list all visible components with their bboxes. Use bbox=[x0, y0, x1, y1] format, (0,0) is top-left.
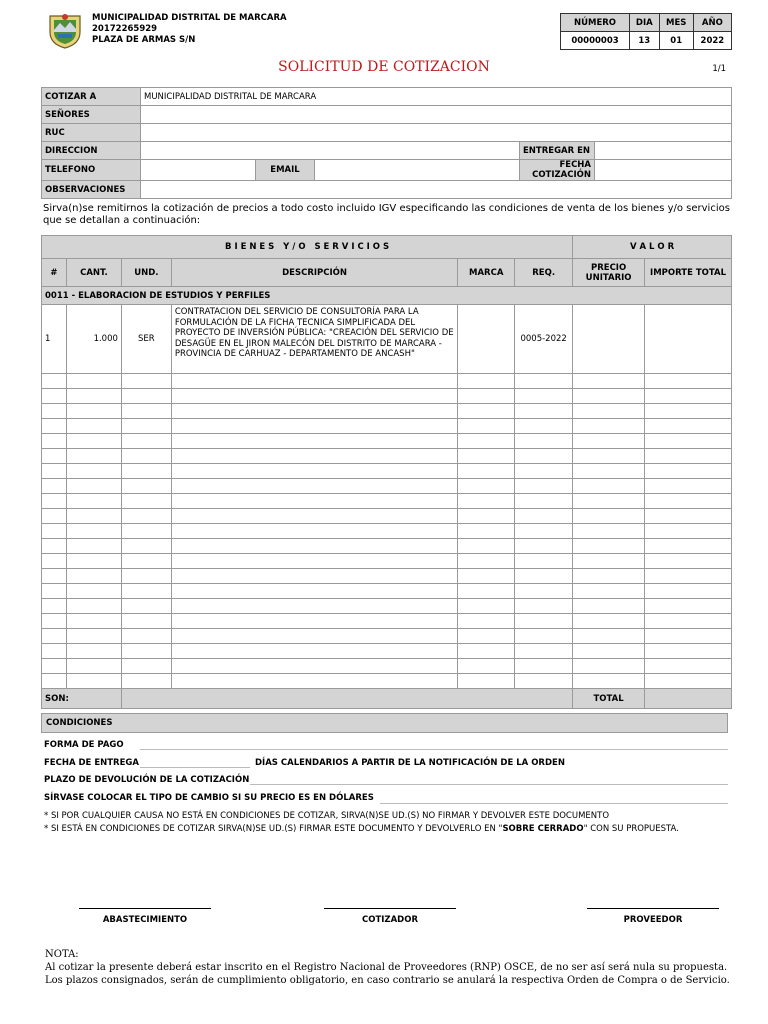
empty-cell[interactable] bbox=[573, 629, 645, 644]
son-label: SON: bbox=[42, 689, 122, 709]
empty-cell[interactable] bbox=[573, 554, 645, 569]
empty-cell[interactable] bbox=[645, 674, 732, 689]
empty-cell[interactable] bbox=[573, 584, 645, 599]
empty-cell[interactable] bbox=[121, 524, 171, 539]
empty-cell[interactable] bbox=[573, 419, 645, 434]
fecha-entrega-label: FECHA DE ENTREGA bbox=[44, 758, 139, 768]
observaciones-field[interactable] bbox=[141, 181, 732, 199]
empty-cell[interactable] bbox=[645, 509, 732, 524]
empty-cell[interactable] bbox=[42, 419, 67, 434]
cotizar-a-value: MUNICIPALIDAD DISTRITAL DE MARCARA bbox=[141, 88, 732, 106]
empty-cell[interactable] bbox=[66, 419, 121, 434]
empty-cell[interactable] bbox=[66, 599, 121, 614]
empty-cell[interactable] bbox=[645, 494, 732, 509]
empty-cell[interactable] bbox=[645, 659, 732, 674]
empty-table-row bbox=[42, 464, 732, 479]
empty-cell[interactable] bbox=[66, 434, 121, 449]
group-bienes-header: B I E N E S Y / O S E R V I C I O S bbox=[42, 236, 573, 259]
empty-cell[interactable] bbox=[458, 449, 515, 464]
empty-cell[interactable] bbox=[458, 584, 515, 599]
empty-cell[interactable] bbox=[42, 404, 67, 419]
empty-cell[interactable] bbox=[42, 554, 67, 569]
empty-cell[interactable] bbox=[573, 614, 645, 629]
empty-cell[interactable] bbox=[458, 554, 515, 569]
doc-month-header: MES bbox=[659, 14, 693, 32]
plazo-devolucion-line[interactable] bbox=[250, 784, 728, 785]
telefono-field[interactable] bbox=[141, 160, 256, 181]
item-cant: 1.000 bbox=[66, 305, 121, 374]
direccion-field[interactable] bbox=[141, 142, 520, 160]
empty-cell[interactable] bbox=[42, 374, 67, 389]
empty-cell[interactable] bbox=[42, 569, 67, 584]
empty-cell[interactable] bbox=[42, 584, 67, 599]
empty-cell[interactable] bbox=[66, 674, 121, 689]
nota-line-1: Al cotizar la presente deberá estar inscrito en el Registro Nacional de Proveedores (RNP) OSCE, de no ser así será nula su propuesta. bbox=[45, 962, 728, 973]
empty-table-row bbox=[42, 404, 732, 419]
empty-cell[interactable] bbox=[66, 509, 121, 524]
page-title: SOLICITUD DE COTIZACION bbox=[278, 59, 490, 75]
doc-month-value: 01 bbox=[659, 32, 693, 50]
empty-cell[interactable] bbox=[42, 674, 67, 689]
empty-cell[interactable] bbox=[645, 584, 732, 599]
group-valor-header: V A L O R bbox=[573, 236, 732, 259]
empty-cell[interactable] bbox=[66, 659, 121, 674]
ruc-label: RUC bbox=[42, 124, 141, 142]
empty-table-row bbox=[42, 629, 732, 644]
empty-cell[interactable] bbox=[171, 674, 457, 689]
empty-cell[interactable] bbox=[171, 629, 457, 644]
empty-cell[interactable] bbox=[573, 659, 645, 674]
cotizar-a-label: COTIZAR A bbox=[42, 88, 141, 106]
empty-cell[interactable] bbox=[66, 404, 121, 419]
condition-note-1: * SI POR CUALQUIER CAUSA NO ESTÁ EN CONDICIONES DE COTIZAR, SIRVA(N)SE UD.(S) NO FIRMAR Y DEVOLVER ESTE DOCUMENTO bbox=[44, 811, 610, 821]
empty-cell[interactable] bbox=[42, 434, 67, 449]
empty-cell[interactable] bbox=[573, 494, 645, 509]
col-und-header: UND. bbox=[121, 259, 171, 287]
empty-cell[interactable] bbox=[573, 374, 645, 389]
empty-cell[interactable] bbox=[171, 659, 457, 674]
empty-cell[interactable] bbox=[573, 539, 645, 554]
empty-cell[interactable] bbox=[42, 629, 67, 644]
empty-cell[interactable] bbox=[515, 614, 573, 629]
col-cant-header: CANT. bbox=[66, 259, 121, 287]
empty-cell[interactable] bbox=[573, 524, 645, 539]
empty-cell[interactable] bbox=[515, 659, 573, 674]
empty-table-row bbox=[42, 374, 732, 389]
empty-cell[interactable] bbox=[171, 644, 457, 659]
empty-cell[interactable] bbox=[458, 599, 515, 614]
empty-cell[interactable] bbox=[66, 479, 121, 494]
empty-cell[interactable] bbox=[515, 509, 573, 524]
empty-cell[interactable] bbox=[458, 434, 515, 449]
empty-table-row bbox=[42, 389, 732, 404]
empty-cell[interactable] bbox=[645, 539, 732, 554]
empty-cell[interactable] bbox=[645, 569, 732, 584]
tipo-cambio-label: SÍRVASE COLOCAR EL TIPO DE CAMBIO SI SU PRECIO ES EN DÓLARES bbox=[44, 793, 374, 803]
empty-cell[interactable] bbox=[645, 479, 732, 494]
col-req-header: REQ. bbox=[515, 259, 573, 287]
empty-cell[interactable] bbox=[171, 584, 457, 599]
signature-proveedor bbox=[587, 908, 719, 925]
fecha-entrega-line[interactable] bbox=[140, 767, 250, 768]
empty-table-row bbox=[42, 599, 732, 614]
doc-number-value: 00000003 bbox=[561, 32, 630, 50]
empty-cell[interactable] bbox=[515, 554, 573, 569]
empty-cell[interactable] bbox=[458, 374, 515, 389]
empty-cell[interactable] bbox=[171, 374, 457, 389]
empty-cell[interactable] bbox=[573, 479, 645, 494]
empty-cell[interactable] bbox=[515, 674, 573, 689]
empty-cell[interactable] bbox=[458, 404, 515, 419]
empty-cell[interactable] bbox=[458, 419, 515, 434]
intro-text: Sirva(n)se remitirnos la cotización de precios a todo costo incluido IGV especificando las condiciones de venta de los bienes y/o servicios que se detallan a continuación: bbox=[43, 203, 730, 226]
note2-prefix: * SI ESTÁ EN CONDICIONES DE COTIZAR SIRVA(N)SE UD.(S) FIRMAR ESTE DOCUMENTO Y DEVOLVERLO EN " bbox=[44, 824, 503, 834]
empty-cell[interactable] bbox=[515, 419, 573, 434]
doc-info-table bbox=[560, 13, 732, 50]
items-table bbox=[41, 235, 732, 709]
empty-table-row bbox=[42, 524, 732, 539]
empty-cell[interactable] bbox=[515, 599, 573, 614]
empty-cell[interactable] bbox=[515, 539, 573, 554]
empty-cell[interactable] bbox=[171, 524, 457, 539]
empty-cell[interactable] bbox=[573, 389, 645, 404]
empty-cell[interactable] bbox=[573, 674, 645, 689]
signature-label: COTIZADOR bbox=[362, 915, 418, 925]
empty-cell[interactable] bbox=[121, 599, 171, 614]
empty-cell[interactable] bbox=[171, 389, 457, 404]
doc-year-header: AÑO bbox=[693, 14, 731, 32]
empty-cell[interactable] bbox=[171, 464, 457, 479]
empty-table-row bbox=[42, 659, 732, 674]
son-value bbox=[121, 689, 572, 709]
empty-cell[interactable] bbox=[645, 629, 732, 644]
empty-table-row bbox=[42, 449, 732, 464]
empty-cell[interactable] bbox=[121, 539, 171, 554]
empty-cell[interactable] bbox=[171, 539, 457, 554]
empty-cell[interactable] bbox=[515, 464, 573, 479]
tipo-cambio-line[interactable] bbox=[380, 803, 728, 804]
empty-cell[interactable] bbox=[42, 539, 67, 554]
empty-table-row bbox=[42, 584, 732, 599]
empty-cell[interactable] bbox=[645, 389, 732, 404]
ruc-field[interactable] bbox=[141, 124, 732, 142]
doc-day-value: 13 bbox=[630, 32, 660, 50]
empty-cell[interactable] bbox=[645, 404, 732, 419]
empty-cell[interactable] bbox=[42, 599, 67, 614]
condition-note-2 bbox=[44, 824, 679, 834]
empty-cell[interactable] bbox=[515, 569, 573, 584]
empty-table-row bbox=[42, 434, 732, 449]
page-number: 1/1 bbox=[712, 64, 726, 74]
item-desc: CONTRATACION DEL SERVICIO DE CONSULTORÍA PARA LA FORMULACIÓN DE LA FICHA TECNICA SIMPLIFICADA DEL PROYECTO DE INVERSIÓN PÚBLICA: "CREACIÓN DEL SERVICIO DE DESAGÜE EN EL JIRON MALECÓN DEL DISTRITO DE MARCARA - PROVINCIA DE CARHUAZ - DEPARTAMENTO DE ANCASH" bbox=[171, 305, 457, 374]
empty-cell[interactable] bbox=[458, 464, 515, 479]
forma-pago-line[interactable] bbox=[140, 749, 728, 750]
empty-cell[interactable] bbox=[515, 434, 573, 449]
empty-table-row bbox=[42, 644, 732, 659]
conditions-header: CONDICIONES bbox=[41, 713, 728, 733]
col-num-header: # bbox=[42, 259, 67, 287]
empty-cell[interactable] bbox=[66, 374, 121, 389]
empty-cell[interactable] bbox=[66, 569, 121, 584]
empty-cell[interactable] bbox=[42, 494, 67, 509]
empty-cell[interactable] bbox=[42, 644, 67, 659]
empty-cell[interactable] bbox=[458, 494, 515, 509]
fecha-cotizacion-label: FECHA COTIZACIÓN bbox=[520, 160, 595, 181]
entity-ruc: 20172265929 bbox=[92, 24, 158, 34]
empty-cell[interactable] bbox=[645, 644, 732, 659]
empty-cell[interactable] bbox=[458, 389, 515, 404]
doc-number-header: NÚMERO bbox=[561, 14, 630, 32]
signature-cotizador bbox=[324, 908, 456, 925]
empty-table-row bbox=[42, 674, 732, 689]
empty-cell[interactable] bbox=[573, 434, 645, 449]
empty-cell[interactable] bbox=[42, 509, 67, 524]
item-precio[interactable] bbox=[573, 305, 645, 374]
empty-cell[interactable] bbox=[171, 554, 457, 569]
empty-cell[interactable] bbox=[515, 374, 573, 389]
empty-cell[interactable] bbox=[42, 464, 67, 479]
nota-block bbox=[45, 948, 745, 987]
item-marca bbox=[458, 305, 515, 374]
plazo-devolucion-label: PLAZO DE DEVOLUCIÓN DE LA COTIZACIÓN bbox=[44, 775, 250, 785]
empty-cell[interactable] bbox=[171, 614, 457, 629]
empty-table-row bbox=[42, 569, 732, 584]
dias-calendarios-label: DÍAS CALENDARIOS A PARTIR DE LA NOTIFICACIÓN DE LA ORDEN bbox=[255, 758, 565, 768]
empty-cell[interactable] bbox=[121, 389, 171, 404]
empty-cell[interactable] bbox=[515, 494, 573, 509]
empty-cell[interactable] bbox=[66, 389, 121, 404]
entregar-en-label: ENTREGAR EN bbox=[520, 142, 595, 160]
email-label: EMAIL bbox=[256, 160, 315, 181]
empty-cell[interactable] bbox=[42, 614, 67, 629]
empty-cell[interactable] bbox=[42, 659, 67, 674]
signature-abastecimiento bbox=[79, 908, 211, 925]
empty-cell[interactable] bbox=[515, 524, 573, 539]
empty-cell[interactable] bbox=[66, 449, 121, 464]
empty-cell[interactable] bbox=[66, 464, 121, 479]
empty-cell[interactable] bbox=[121, 434, 171, 449]
empty-cell[interactable] bbox=[515, 404, 573, 419]
empty-cell[interactable] bbox=[645, 614, 732, 629]
empty-cell[interactable] bbox=[42, 389, 67, 404]
empty-table-row bbox=[42, 554, 732, 569]
doc-year-value: 2022 bbox=[693, 32, 731, 50]
observaciones-label: OBSERVACIONES bbox=[42, 181, 141, 199]
empty-cell[interactable] bbox=[458, 509, 515, 524]
senores-field[interactable] bbox=[141, 106, 732, 124]
table-row bbox=[42, 305, 732, 374]
empty-cell[interactable] bbox=[121, 509, 171, 524]
signature-label: PROVEEDOR bbox=[623, 915, 683, 925]
empty-table-row bbox=[42, 479, 732, 494]
empty-cell[interactable] bbox=[121, 374, 171, 389]
item-importe[interactable] bbox=[645, 305, 732, 374]
email-field[interactable] bbox=[315, 160, 520, 181]
empty-cell[interactable] bbox=[573, 509, 645, 524]
empty-cell[interactable] bbox=[515, 449, 573, 464]
empty-cell[interactable] bbox=[515, 644, 573, 659]
empty-cell[interactable] bbox=[458, 629, 515, 644]
empty-cell[interactable] bbox=[42, 524, 67, 539]
empty-cell[interactable] bbox=[458, 479, 515, 494]
empty-cell[interactable] bbox=[42, 449, 67, 464]
empty-cell[interactable] bbox=[171, 494, 457, 509]
entity-name: MUNICIPALIDAD DISTRITAL DE MARCARA bbox=[92, 13, 287, 23]
empty-cell[interactable] bbox=[458, 524, 515, 539]
empty-cell[interactable] bbox=[645, 449, 732, 464]
empty-cell[interactable] bbox=[458, 539, 515, 554]
telefono-label: TELEFONO bbox=[42, 160, 141, 181]
empty-cell[interactable] bbox=[645, 374, 732, 389]
entregar-en-field[interactable] bbox=[595, 142, 732, 160]
empty-cell[interactable] bbox=[121, 659, 171, 674]
empty-cell[interactable] bbox=[121, 554, 171, 569]
empty-table-row bbox=[42, 614, 732, 629]
empty-cell[interactable] bbox=[66, 494, 121, 509]
empty-cell[interactable] bbox=[121, 479, 171, 494]
empty-cell[interactable] bbox=[573, 404, 645, 419]
empty-table-row bbox=[42, 509, 732, 524]
empty-cell[interactable] bbox=[573, 449, 645, 464]
empty-cell[interactable] bbox=[121, 629, 171, 644]
empty-cell[interactable] bbox=[573, 569, 645, 584]
item-num: 1 bbox=[42, 305, 67, 374]
empty-cell[interactable] bbox=[458, 644, 515, 659]
nota-line-2: Los plazos consignados, serán de cumplimiento obligatorio, en caso contrario se anulará la respectiva Orden de Compra o de Servicio. bbox=[45, 975, 730, 986]
section-title: 0011 - ELABORACION DE ESTUDIOS Y PERFILES bbox=[42, 287, 732, 305]
empty-cell[interactable] bbox=[458, 659, 515, 674]
empty-cell[interactable] bbox=[121, 644, 171, 659]
empty-cell[interactable] bbox=[66, 614, 121, 629]
empty-cell[interactable] bbox=[573, 599, 645, 614]
empty-cell[interactable] bbox=[171, 419, 457, 434]
item-und: SER bbox=[121, 305, 171, 374]
col-desc-header: DESCRIPCIÓN bbox=[171, 259, 457, 287]
empty-cell[interactable] bbox=[121, 674, 171, 689]
empty-cell[interactable] bbox=[121, 449, 171, 464]
empty-cell[interactable] bbox=[458, 614, 515, 629]
empty-cell[interactable] bbox=[171, 479, 457, 494]
col-importe-header: IMPORTE TOTAL bbox=[645, 259, 732, 287]
empty-cell[interactable] bbox=[515, 629, 573, 644]
empty-cell[interactable] bbox=[645, 599, 732, 614]
empty-table-row bbox=[42, 539, 732, 554]
empty-cell[interactable] bbox=[515, 584, 573, 599]
empty-cell[interactable] bbox=[121, 464, 171, 479]
empty-cell[interactable] bbox=[458, 674, 515, 689]
senores-label: SEÑORES bbox=[42, 106, 141, 124]
municipal-logo bbox=[46, 12, 84, 50]
empty-cell[interactable] bbox=[645, 554, 732, 569]
fecha-cotizacion-field[interactable] bbox=[595, 160, 732, 181]
empty-cell[interactable] bbox=[645, 464, 732, 479]
signature-label: ABASTECIMIENTO bbox=[102, 915, 188, 925]
empty-cell[interactable] bbox=[66, 629, 121, 644]
empty-table-row bbox=[42, 419, 732, 434]
empty-cell[interactable] bbox=[515, 479, 573, 494]
nota-title: NOTA: bbox=[45, 949, 79, 960]
empty-cell[interactable] bbox=[171, 404, 457, 419]
empty-cell[interactable] bbox=[645, 419, 732, 434]
empty-cell[interactable] bbox=[458, 569, 515, 584]
entity-address: PLAZA DE ARMAS S/N bbox=[92, 35, 196, 45]
empty-cell[interactable] bbox=[171, 509, 457, 524]
empty-cell[interactable] bbox=[645, 524, 732, 539]
direccion-label: DIRECCION bbox=[42, 142, 141, 160]
empty-cell[interactable] bbox=[645, 434, 732, 449]
empty-table-row bbox=[42, 494, 732, 509]
empty-cell[interactable] bbox=[66, 539, 121, 554]
empty-cell[interactable] bbox=[121, 584, 171, 599]
empty-cell[interactable] bbox=[171, 599, 457, 614]
empty-cell[interactable] bbox=[121, 419, 171, 434]
empty-cell[interactable] bbox=[171, 434, 457, 449]
note2-bold: SOBRE CERRADO bbox=[502, 824, 584, 834]
empty-cell[interactable] bbox=[121, 404, 171, 419]
empty-cell[interactable] bbox=[171, 449, 457, 464]
col-precio-header: PRECIO UNITARIO bbox=[573, 259, 645, 287]
empty-cell[interactable] bbox=[121, 614, 171, 629]
recipient-form bbox=[41, 87, 732, 199]
empty-cell[interactable] bbox=[121, 569, 171, 584]
forma-pago-label: FORMA DE PAGO bbox=[44, 740, 124, 750]
doc-day-header: DIA bbox=[630, 14, 660, 32]
empty-cell[interactable] bbox=[171, 569, 457, 584]
empty-cell[interactable] bbox=[42, 479, 67, 494]
empty-cell[interactable] bbox=[121, 494, 171, 509]
item-req: 0005-2022 bbox=[515, 305, 573, 374]
empty-cell[interactable] bbox=[573, 464, 645, 479]
empty-cell[interactable] bbox=[515, 389, 573, 404]
empty-cell[interactable] bbox=[66, 644, 121, 659]
empty-cell[interactable] bbox=[573, 644, 645, 659]
total-value bbox=[645, 689, 732, 709]
empty-cell[interactable] bbox=[66, 524, 121, 539]
empty-cell[interactable] bbox=[66, 554, 121, 569]
total-label: TOTAL bbox=[573, 689, 645, 709]
empty-cell[interactable] bbox=[66, 584, 121, 599]
note2-suffix: " CON SU PROPUESTA. bbox=[583, 824, 679, 834]
col-marca-header: MARCA bbox=[458, 259, 515, 287]
